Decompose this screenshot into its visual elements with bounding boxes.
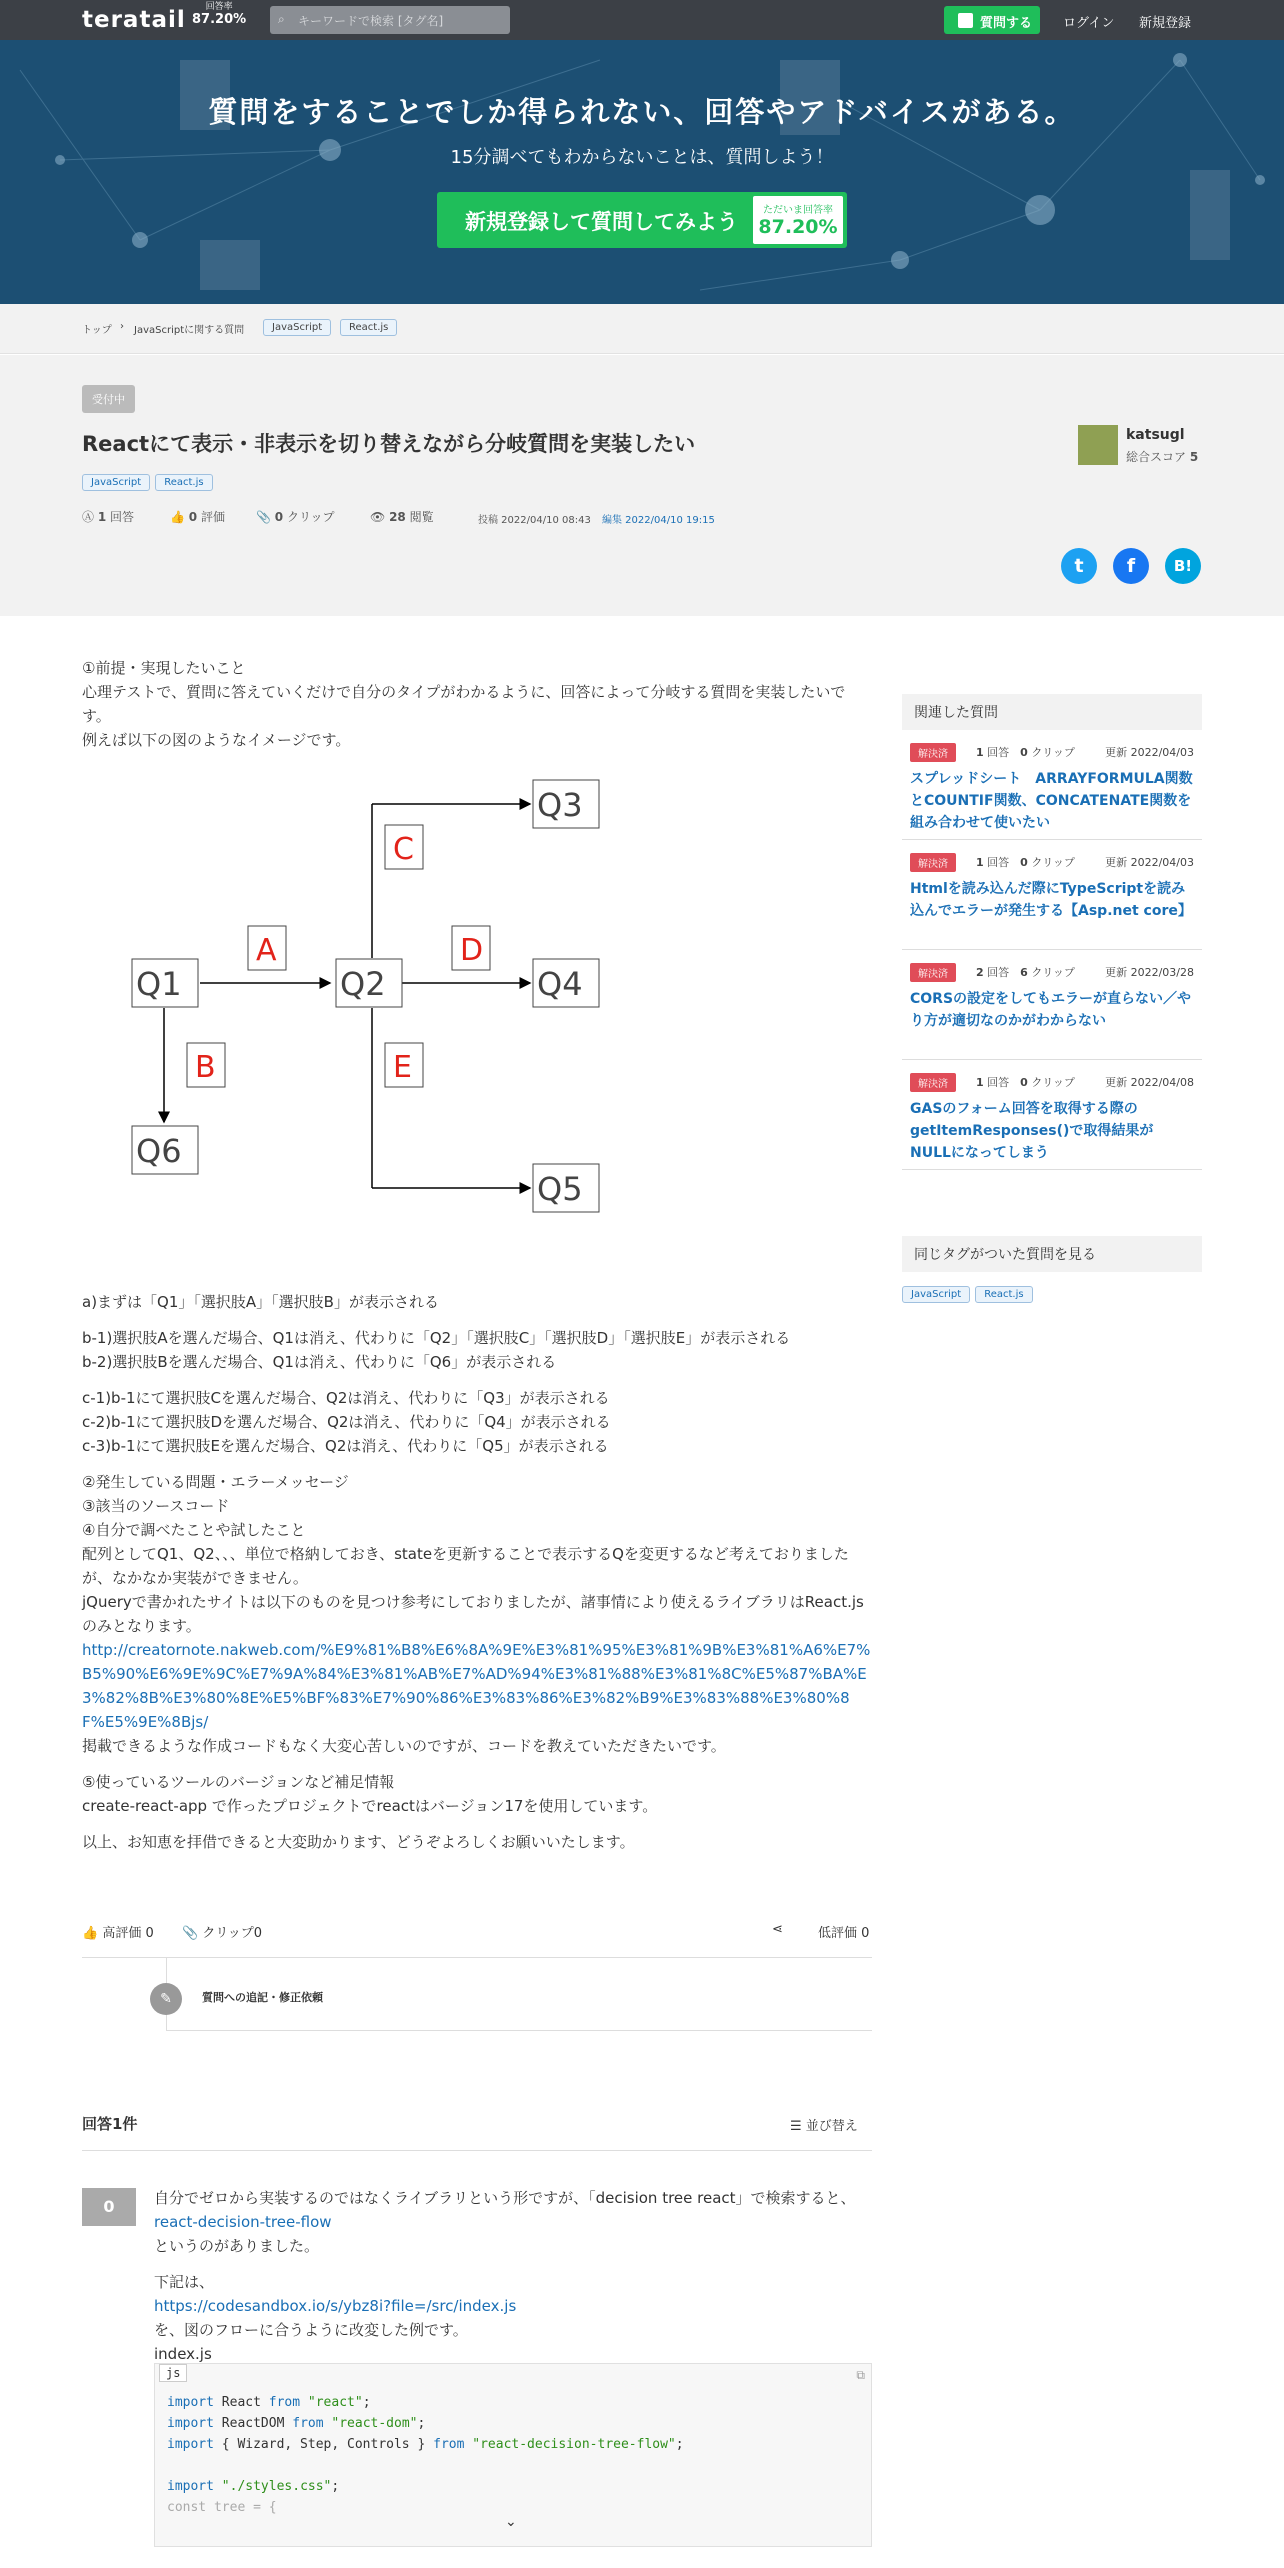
- twitter-share-icon[interactable]: t: [1061, 548, 1097, 584]
- hero-banner: [0, 40, 1284, 304]
- site-logo[interactable]: teratail: [82, 7, 186, 33]
- hero-subtitle: 15分調べてもわからないことは、質問しよう！: [450, 147, 834, 168]
- edited-date[interactable]: 編集 2022/04/10 19:15: [602, 515, 715, 526]
- user-score: 総合スコア 5: [1126, 450, 1199, 464]
- svg-text:Q4: Q4: [537, 965, 583, 1003]
- login-link[interactable]: ログイン: [1063, 16, 1115, 31]
- pencil-icon: ✎: [150, 1983, 182, 2015]
- related-item[interactable]: 解決済 1 回答 0 クリップ 更新 2022/04/03 Htmlを読み込んだ際にTypeScriptを読み込んでエラーが発生する【Asp.net core】: [902, 840, 1202, 950]
- code-content: import React from "react"; import ReactDOM from "react-dom"; import { Wizard, Step, Controls } from "react-decision-tree-flow"; import "./styles.css"; const tree = {: [167, 2395, 684, 2515]
- edit-request-link[interactable]: 質問への追記・修正依頼: [202, 1991, 323, 2004]
- thumbs-up-icon: 👍: [170, 510, 185, 524]
- hero-title: 質問をすることでしか得られない、回答やアドバイスがある。: [208, 95, 1076, 129]
- answer-score: 0: [82, 2188, 136, 2226]
- related-item[interactable]: 解決済 1 回答 0 クリップ 更新 2022/04/03 スプレッドシート ARRAYFORMULA関数とCOUNTIF関数、CONCATENATE関数を組み合わせて使いたい: [902, 730, 1202, 840]
- answer-count-title: 回答1件: [82, 2115, 138, 2133]
- related-item[interactable]: 解決済 1 回答 0 クリップ 更新 2022/04/08 GASのフォーム回答を取得する際のgetItemResponses()で取得結果がNULLになってしまう: [902, 1060, 1202, 1170]
- sidebar-tag-javascript[interactable]: JavaScript: [902, 1286, 970, 1303]
- related-item-title: スプレッドシート ARRAYFORMULA関数とCOUNTIF関数、CONCATENATE関数を組み合わせて使いたい: [910, 771, 1193, 831]
- expand-chevron-icon[interactable]: ⌄: [505, 2514, 517, 2530]
- breadcrumb-tag-react[interactable]: React.js: [340, 319, 397, 336]
- sort-icon: ☰: [790, 2119, 802, 2134]
- svg-text:D: D: [460, 933, 484, 968]
- network-illustration: [0, 40, 1284, 304]
- same-tag-title: 同じタグがついた質問を見る: [902, 1236, 1202, 1272]
- hatena-bookmark-icon[interactable]: B!: [1165, 548, 1201, 584]
- view-count: 👁 28 閲覧: [370, 510, 434, 524]
- svg-text:Q3: Q3: [537, 786, 583, 824]
- pencil-icon: [958, 13, 973, 28]
- branch-flow-diagram: [82, 770, 662, 1230]
- svg-text:Q1: Q1: [136, 965, 182, 1003]
- tag-javascript[interactable]: JavaScript: [82, 474, 150, 491]
- node-q2: [336, 959, 402, 1007]
- breadcrumb: [0, 304, 1284, 354]
- clip-count: 📎 0 クリップ: [256, 510, 335, 524]
- sort-button[interactable]: ☰ 並び替え: [790, 2119, 858, 2134]
- related-title: 関連した質問: [902, 694, 1202, 730]
- search-input[interactable]: ⌕ キーワードで検索 [タグ名]: [270, 6, 510, 34]
- dislike-button[interactable]: 低評価 0: [818, 1926, 870, 1941]
- question-tags: [82, 470, 213, 491]
- edge-label-a: [248, 926, 286, 970]
- top-header: [0, 0, 1284, 40]
- question-title: Reactにて表示・非表示を切り替えながら分岐質問を実装したい: [82, 432, 696, 456]
- breadcrumb-tag-javascript[interactable]: JavaScript: [263, 319, 331, 336]
- clip-button[interactable]: 📎 クリップ0: [182, 1926, 263, 1941]
- divider: [166, 2030, 872, 2031]
- edge-label-e: [385, 1043, 423, 1087]
- divider: [82, 2150, 872, 2151]
- posted-date: 投稿 2022/04/10 08:43: [478, 515, 591, 526]
- share-icon[interactable]: ⋖: [772, 1922, 783, 1937]
- cta-rate-box: ただいま回答率 87.20%: [753, 196, 843, 244]
- signup-link[interactable]: 新規登録: [1139, 16, 1192, 31]
- question-body-cont: a)まずは「Q1」「選択肢A」「選択肢B」が表示される b-1)選択肢Aを選んだ場合、Q1は消え、代わりに「Q2」「選択肢C」「選択肢D」「選択肢E」が表示される b-2)選択肢Bを選んだ場合、Q1は消え、代わりに「Q6」が表示される c-1)b-1にて選択肢Cを選んだ場合、Q2は消え、代わりに「Q3」が表示される c-2)b-1にて選択肢Dを選んだ場合、Q2は消え、代わりに「Q4」が表示される c-3)b-1にて選択肢Eを選んだ場合、Q2は消え、代わりに「Q5」が表示される ②発生している問題・エラーメッセージ ③該当のソースコード ④自分で調べたことや試したこと 配列としてQ1、Q2、、、単位で格納しておき、stateを更新することで表示するQを変更するなど考えておりましたが、なかなか実装ができません。 jQueryで書かれたサイトは以下のものを見つけ参考にしておりましたが、諸事情により使えるライブラリはReact.jsのみとなります。 http://creatornote.nakweb.com/%E9%81%B8%E6%8A%9E%E3%81%95%E3%81%9B%E3%81%A6%E7%B5%90%E6%9E%9C%E7%9A%84%E3%81%AB%E7%AD%94%E3%81%88%E3%81%8C%E5%87%BA%E3%82%8B%E3%80%8E%E5%BF%83%E7%90%86%E3%83%86%E3%82%B9%E3%83%88%E3%80%8F%E5%9E%8Bjs/ 掲載できるような作成コードもなく大変心苦しいのですが、コードを教えていただきたいです。 ⑤使っているツールのバージョンなど補足情報 create-react-app で作ったプロジェクトでreactはバージョン17を使用しています。 以上、お知恵を拝借できると大変助かります、どうぞよろしくお願いいたします。: [82, 1293, 871, 1851]
- ask-question-button[interactable]: 質問する: [944, 6, 1040, 34]
- svg-text:C: C: [393, 832, 414, 867]
- question-body: ①前提・実現したいこと 心理テストで、質問に答えていくだけで自分のタイプがわかるように、回答によって分岐する質問を実装したいです。 例えば以下の図のようなイメージです。: [82, 659, 846, 749]
- answer-rate: 回答率 87.20%: [192, 2, 247, 27]
- edge-label-d: [452, 926, 490, 970]
- answer-count: Ⓐ 1 回答: [82, 510, 135, 524]
- sidebar-tag-react[interactable]: React.js: [975, 1286, 1032, 1303]
- svg-text:Q5: Q5: [537, 1170, 583, 1208]
- status-badge: 受付中: [82, 385, 135, 413]
- reference-link[interactable]: http://creatornote.nakweb.com/%E9%81%B8%E6%8A%9E%E3%81%95%E3%81%9B%E3%81%A6%E7%B5%90%E6%9E%9C%E7%9A%84%E3%81%AB%E7%AD%94%E3%81%88%E3%81%8C%E5%87%BA%E3%82%8B%E3%80%8E%E5%BF%83%E7%90%86%E3%83%86%E3%82%B9%E3%83%88%E3%80%8F%E5%9E%8Bjs/: [82, 1641, 871, 1731]
- svg-text:Q2: Q2: [340, 965, 386, 1003]
- related-item[interactable]: 解決済 2 回答 6 クリップ 更新 2022/03/28 CORSの設定をしてもエラーが直らない／やり方が適切なのかがわからない: [902, 950, 1202, 1060]
- copy-icon[interactable]: ⧉: [856, 2368, 865, 2382]
- svg-text:Q6: Q6: [136, 1132, 182, 1170]
- code-language-label: js: [159, 2364, 187, 2382]
- thumbs-up-icon: 👍: [82, 1926, 99, 1941]
- question-header: [0, 355, 1284, 616]
- node-q6: [132, 1126, 198, 1174]
- svg-text:E: E: [393, 1050, 412, 1085]
- node-q5: [533, 1164, 599, 1212]
- tag-react[interactable]: React.js: [155, 474, 212, 491]
- svg-text:B: B: [195, 1050, 216, 1085]
- user-name[interactable]: katsugl: [1126, 427, 1185, 443]
- signup-cta-button[interactable]: 新規登録して質問してみよう ただいま回答率 87.20%: [437, 192, 847, 248]
- node-q4: [533, 959, 599, 1007]
- code-block[interactable]: [154, 2363, 872, 2547]
- breadcrumb-separator: ›: [120, 321, 124, 332]
- breadcrumb-category[interactable]: JavaScriptに関する質問: [134, 325, 245, 336]
- solved-badge: 解決済: [910, 743, 956, 762]
- edge-label-b: [187, 1043, 225, 1087]
- answer-body: 自分でゼロから実装するのではなくライブラリという形ですが、「decision tree react」で検索すると、react-decision-tree-flow というのがありました。 下記は、 https://codesandbox.io/s/ybz8i?file=/src/index.js を、図のフローに合うように改変した例です。 index.js: [154, 2189, 856, 2363]
- same-tag-section: [902, 1236, 1202, 1303]
- codesandbox-link[interactable]: https://codesandbox.io/s/ybz8i?file=/src/index.js: [154, 2297, 517, 2315]
- paperclip-icon: 📎: [256, 510, 271, 524]
- node-q1: [132, 959, 198, 1007]
- breadcrumb-home[interactable]: トップ: [82, 325, 112, 336]
- search-icon: ⌕: [278, 12, 285, 26]
- facebook-share-icon[interactable]: f: [1113, 548, 1149, 584]
- node-q3: [533, 780, 599, 828]
- avatar[interactable]: [1078, 425, 1118, 465]
- divider: [82, 1957, 872, 1958]
- library-link[interactable]: react-decision-tree-flow: [154, 2213, 332, 2231]
- answer-icon: Ⓐ: [82, 510, 95, 524]
- edge-label-c: [385, 825, 423, 869]
- paperclip-icon: 📎: [182, 1926, 199, 1941]
- rating-count: 👍 0 評価: [170, 510, 225, 524]
- svg-text:A: A: [256, 933, 277, 968]
- like-button[interactable]: 👍 高評価 0: [82, 1926, 154, 1941]
- related-questions: [902, 694, 1202, 1170]
- eye-icon: 👁: [370, 510, 386, 524]
